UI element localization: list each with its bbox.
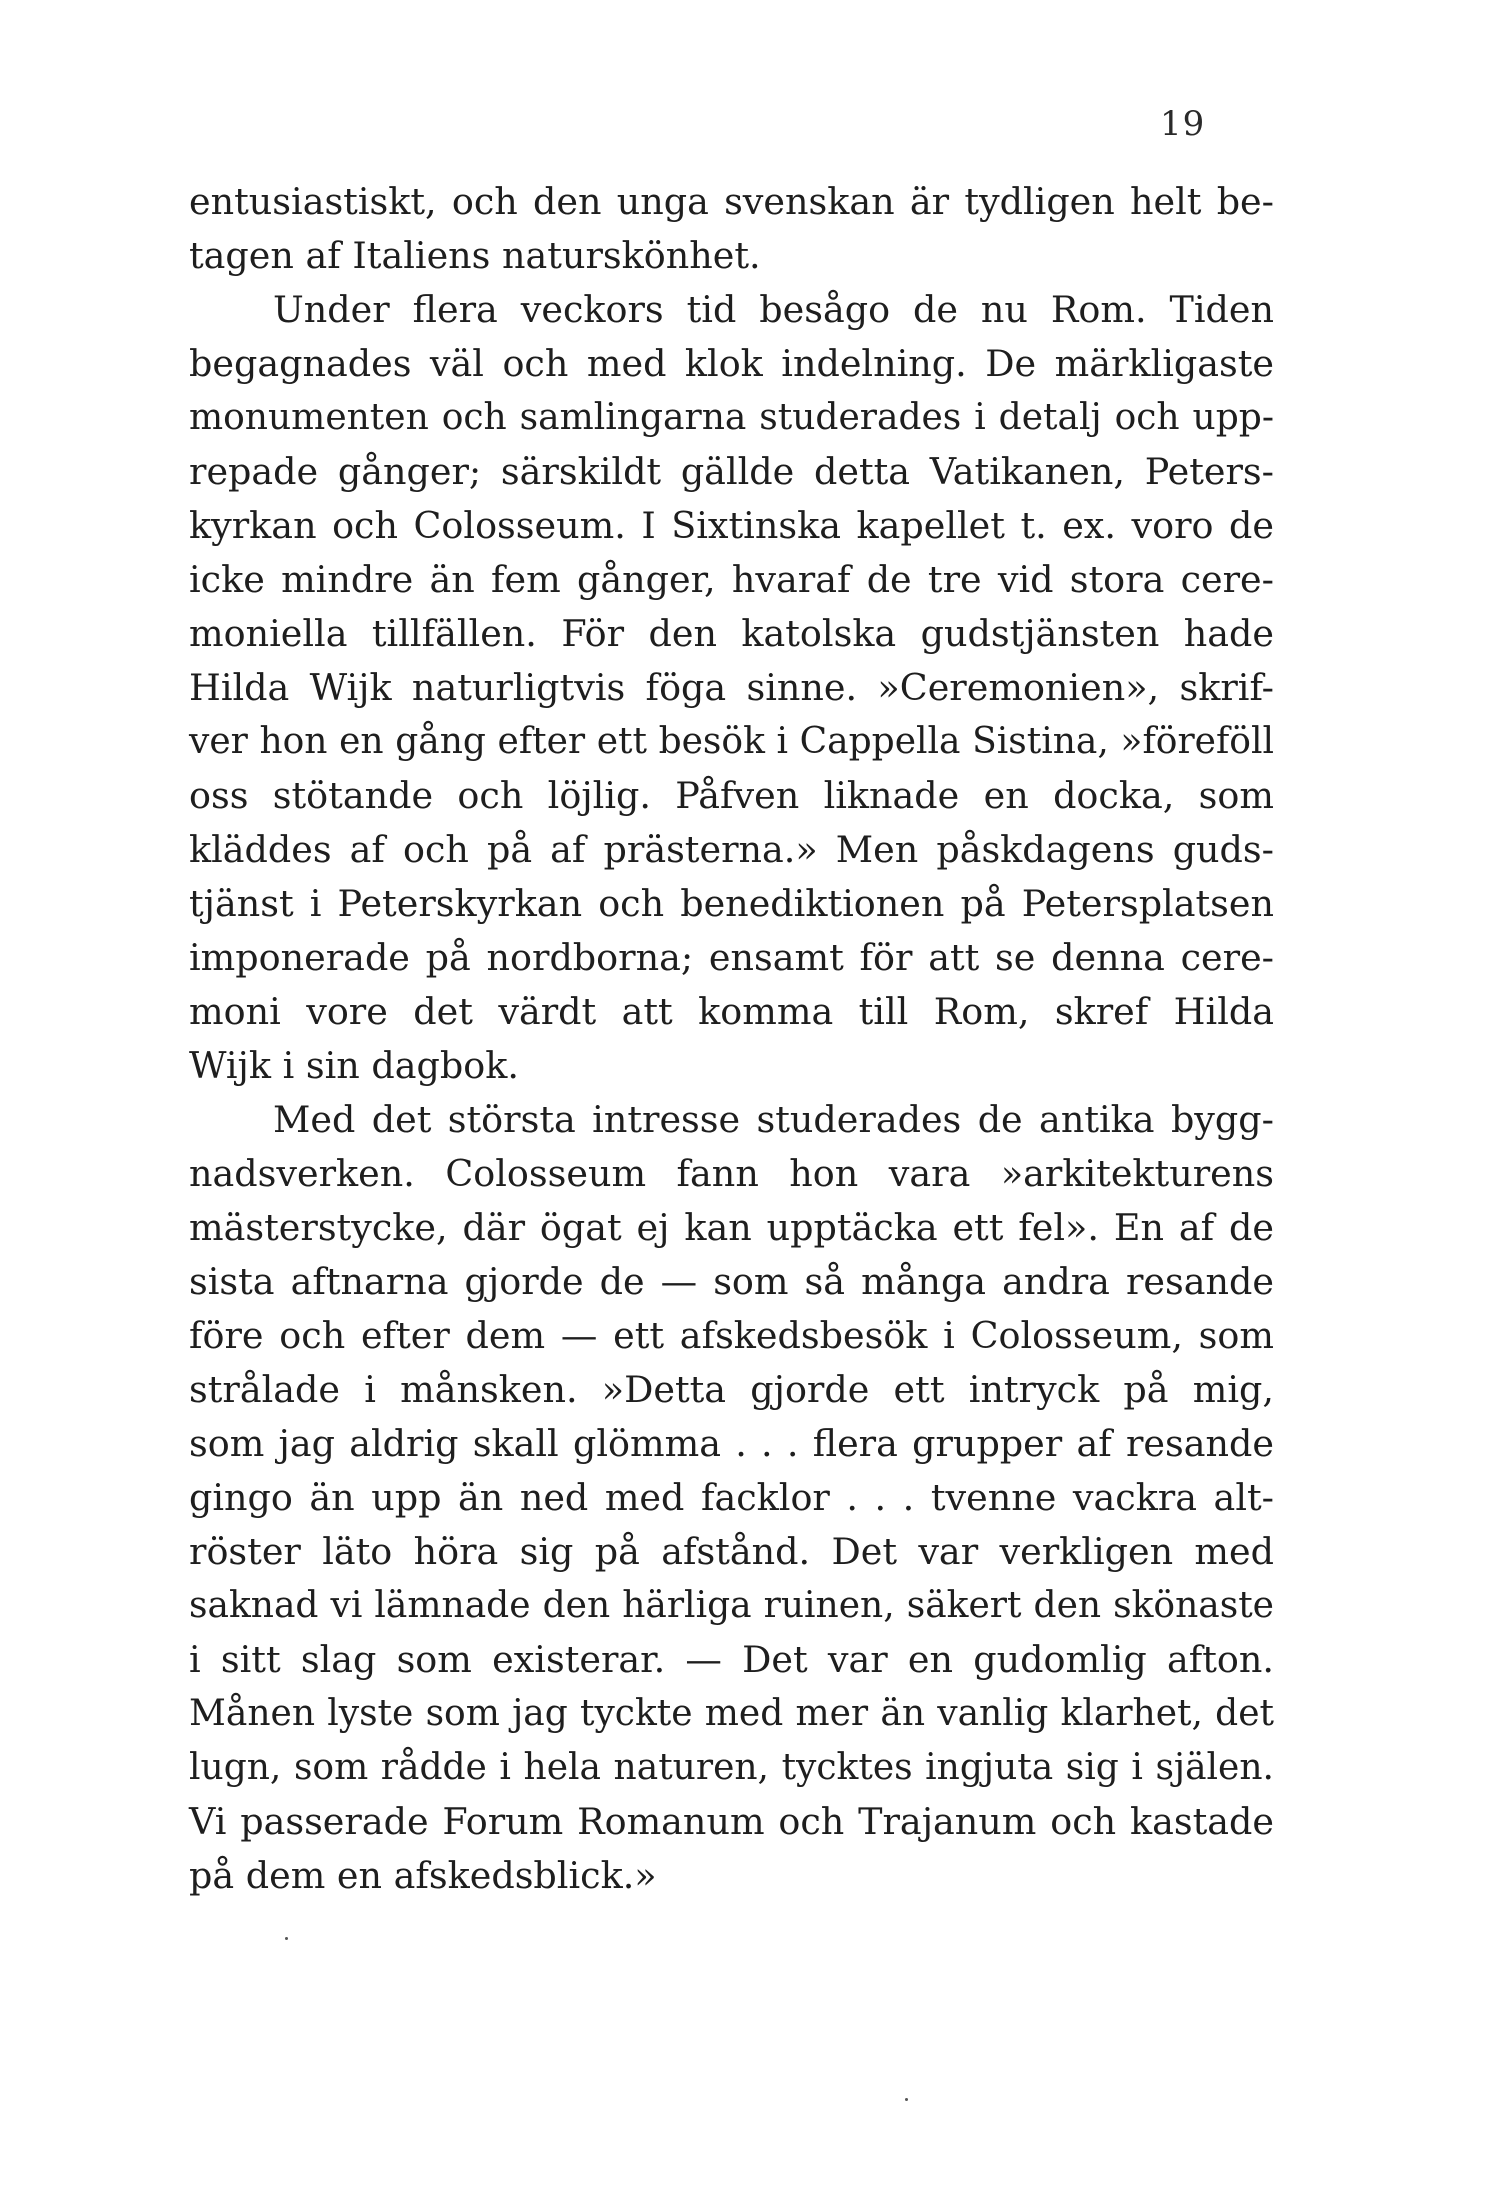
text-line: entusiastiskt, och den unga svenskan är tydligen helt be-	[189, 180, 1274, 223]
text-line: mästerstycke, där ögat ej kan upptäcka ett fel». En af de	[189, 1206, 1274, 1249]
ink-speck	[285, 1937, 288, 1940]
text-line: lugn, som rådde i hela naturen, tycktes ingjuta sig i själen.	[189, 1747, 1274, 1788]
text-line: begagnades väl och med klok indelning. De märkligaste	[189, 342, 1274, 385]
page-number: 19	[1160, 104, 1206, 144]
paragraph-3	[189, 1093, 1274, 1903]
text-line: ver hon en gång efter ett besök i Cappella Sistina, »föreföll	[189, 721, 1274, 762]
text-line: imponerade på nordborna; ensamt för att se denna cere-	[189, 936, 1274, 979]
text-line: röster läto höra sig på afstånd. Det var verkligen med	[189, 1530, 1274, 1573]
text-line: icke mindre än fem gånger, hvaraf de tre vid stora cere-	[189, 558, 1274, 601]
text-line: gingo än upp än ned med facklor . . . tvenne vackra alt-	[189, 1476, 1274, 1519]
text-line: i sitt slag som existerar. — Det var en gudomlig afton.	[189, 1638, 1274, 1681]
text-line: monumenten och samlingarna studerades i detalj och upp-	[189, 397, 1274, 438]
text-line: tjänst i Peterskyrkan och benediktionen på Petersplatsen	[189, 882, 1274, 925]
text-line: kyrkan och Colosseum. I Sixtinska kapellet t. ex. voro de	[189, 504, 1274, 547]
ink-speck	[905, 2098, 908, 2101]
text-line: Wijk i sin dagbok.	[189, 1044, 519, 1087]
text-line: sista aftnarna gjorde de — som så många andra resande	[189, 1260, 1274, 1303]
body-text	[189, 175, 1274, 1903]
text-line: oss stötande och löjlig. Påfven liknade en docka, som	[189, 774, 1274, 817]
text-line: Med det största intresse studerades de antika bygg-	[273, 1098, 1274, 1141]
text-line: på dem en afskedsblick.»	[189, 1854, 657, 1897]
text-line: Under flera veckors tid besågo de nu Rom. Tiden	[273, 288, 1274, 331]
text-line: Månen lyste som jag tyckte med mer än vanlig klarhet, det	[189, 1693, 1274, 1734]
text-line: kläddes af och på af prästerna.» Men påskdagens guds-	[189, 828, 1274, 871]
text-line: strålade i månsken. »Detta gjorde ett intryck på mig,	[189, 1368, 1274, 1411]
text-line: Hilda Wijk naturligtvis föga sinne. »Ceremonien», skrif-	[189, 666, 1274, 709]
text-line: moniella tillfällen. För den katolska gudstjänsten hade	[189, 612, 1274, 655]
paragraph-2	[189, 283, 1274, 1093]
text-line: nadsverken. Colosseum fann hon vara »arkitekturens	[189, 1152, 1274, 1195]
text-line: repade gånger; särskildt gällde detta Vatikanen, Peters-	[189, 450, 1274, 493]
text-line: som jag aldrig skall glömma . . . flera grupper af resande	[189, 1422, 1274, 1465]
text-line: saknad vi lämnade den härliga ruinen, säkert den skönaste	[189, 1585, 1274, 1626]
text-line: tagen af Italiens naturskönhet.	[189, 234, 761, 277]
paragraph-1	[189, 175, 1274, 283]
text-line: Vi passerade Forum Romanum och Trajanum och kastade	[189, 1800, 1274, 1843]
text-line: moni vore det värdt att komma till Rom, skref Hilda	[189, 990, 1274, 1033]
text-line: före och efter dem — ett afskedsbesök i Colosseum, som	[189, 1314, 1274, 1357]
